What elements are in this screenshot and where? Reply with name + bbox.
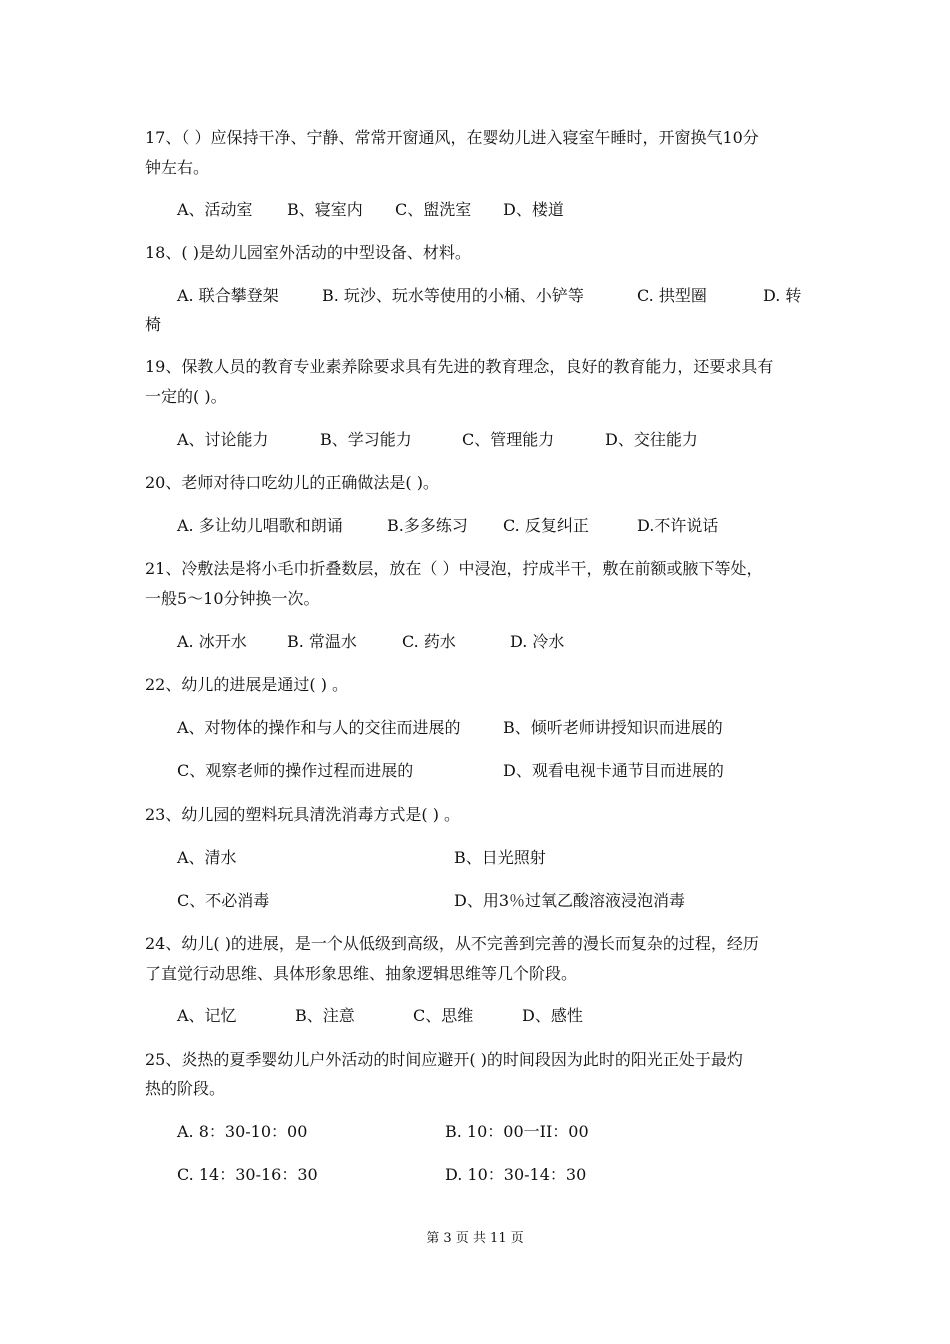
question-20-option-c: C. 反复纠正 — [503, 516, 589, 535]
question-19-option-c: C、管理能力 — [462, 430, 555, 449]
question-25-option-b: B. 10：00一II：00 — [445, 1122, 589, 1141]
question-20-option-a: A. 多让幼儿唱歌和朗诵 — [177, 516, 343, 535]
question-24-option-c: C、思维 — [413, 1006, 474, 1025]
question-23-text: 23、幼儿园的塑料玩具清洗消毒方式是( ) 。 — [145, 805, 461, 824]
question-17-option-d: D、楼道 — [503, 200, 564, 219]
question-24-text: 了直觉行动思维、具体形象思维、抽象逻辑思维等几个阶段。 — [145, 964, 578, 983]
question-17-option-c: C、盥洗室 — [395, 200, 472, 219]
question-17-option-b: B、寝室内 — [287, 200, 363, 219]
question-25-option-c: C. 14：30-16：30 — [177, 1165, 318, 1184]
question-22-option-a: A、对物体的操作和与人的交往而进展的 — [177, 718, 461, 737]
question-20-option-b: B.多多练习 — [387, 516, 468, 535]
question-19-option-d: D、交往能力 — [605, 430, 698, 449]
question-20-text: 20、老师对待口吃幼儿的正确做法是( )。 — [145, 473, 439, 492]
question-25-text: 25、炎热的夏季婴幼儿户外活动的时间应避开( )的时间段因为此时的阳光正处于最灼 — [145, 1050, 743, 1069]
question-18-option-a: A. 联合攀登架 — [177, 286, 279, 305]
question-17-option-a: A、活动室 — [177, 200, 253, 219]
question-22-option-c: C、观察老师的操作过程而进展的 — [177, 761, 414, 780]
question-19-option-a: A、讨论能力 — [177, 430, 269, 449]
question-18-option-d-wrap: 椅 — [145, 315, 162, 334]
question-19-option-b: B、学习能力 — [320, 430, 412, 449]
question-22-option-d: D、观看电视卡通节目而进展的 — [503, 761, 724, 780]
question-22-text: 22、幼儿的进展是通过( ) 。 — [145, 675, 349, 694]
question-23-option-d: D、用3％过氧乙酸溶液浸泡消毒 — [454, 891, 686, 910]
question-22-option-b: B、倾听老师讲授知识而进展的 — [503, 718, 723, 737]
question-24-text: 24、幼儿( )的进展，是一个从低级到高级，从不完善到完善的漫长而复杂的过程，经历 — [145, 934, 759, 953]
question-24-option-d: D、感性 — [522, 1006, 583, 1025]
question-17-text: 17、（ ）应保持干净、宁静、常常开窗通风，在婴幼儿进入寝室午睡时，开窗换气10分 — [145, 128, 759, 147]
question-18-option-d: D. 转 — [763, 286, 802, 305]
question-18-text: 18、( )是幼儿园室外活动的中型设备、材料。 — [145, 243, 471, 262]
question-23-option-b: B、日光照射 — [454, 848, 546, 867]
question-19-text: 19、保教人员的教育专业素养除要求具有先进的教育理念，良好的教育能力，还要求具有 — [145, 357, 774, 376]
question-25-text: 热的阶段。 — [145, 1079, 226, 1098]
question-24-option-a: A、记忆 — [177, 1006, 237, 1025]
question-18-option-b: B. 玩沙、玩水等使用的小桶、小铲等 — [322, 286, 584, 305]
question-21-text: 21、冷敷法是将小毛巾折叠数层，放在（ ）中浸泡，拧成半干，敷在前额或腋下等处， — [145, 559, 763, 578]
question-18-option-c: C. 拱型圈 — [637, 286, 707, 305]
question-25-option-a: A. 8：30-10：00 — [177, 1122, 308, 1141]
question-23-option-c: C、不必消毒 — [177, 891, 270, 910]
question-25-option-d: D. 10：30-14：30 — [445, 1165, 587, 1184]
question-21-option-b: B. 常温水 — [287, 632, 357, 651]
question-21-text: 一般5～10分钟换一次。 — [145, 589, 320, 608]
question-24-option-b: B、注意 — [295, 1006, 355, 1025]
question-17-text: 钟左右。 — [145, 158, 210, 177]
question-19-text: 一定的( )。 — [145, 387, 227, 406]
question-21-option-a: A. 冰开水 — [177, 632, 247, 651]
question-21-option-c: C. 药水 — [402, 632, 456, 651]
question-21-option-d: D. 冷水 — [510, 632, 565, 651]
page-footer: 第 3 页 共 11 页 — [426, 1231, 524, 1246]
question-20-option-d: D.不许说话 — [637, 516, 719, 535]
question-23-option-a: A、清水 — [177, 848, 237, 867]
